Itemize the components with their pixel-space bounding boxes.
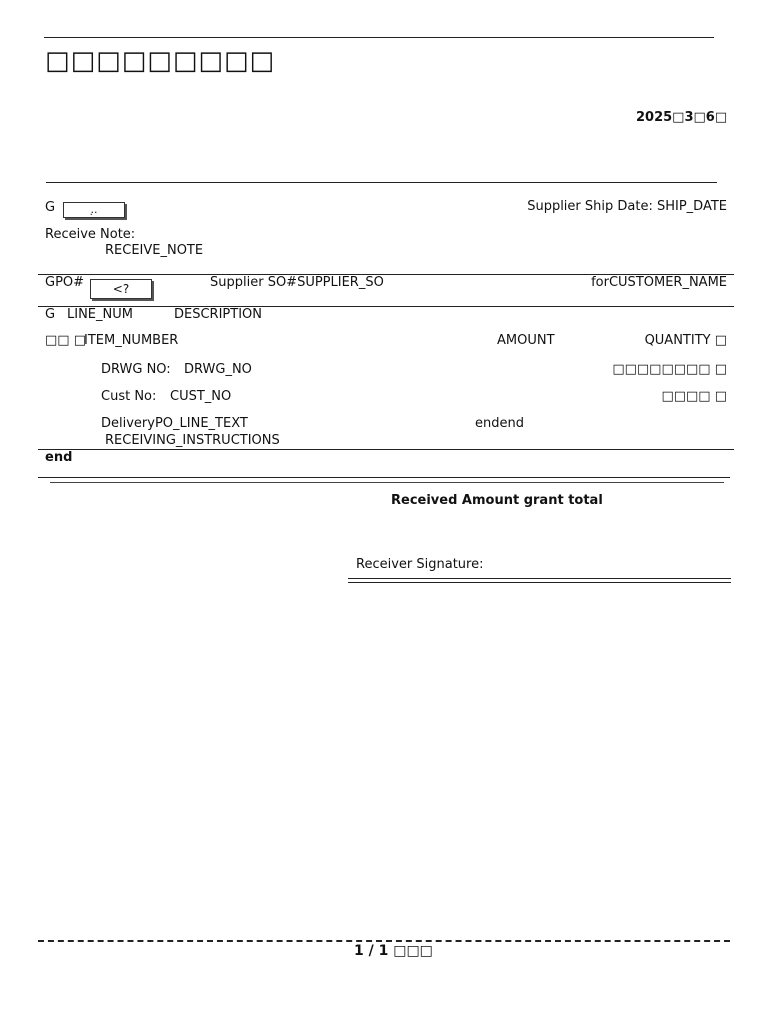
- gpo-label: GPO#: [45, 275, 85, 290]
- receive-note-label: Receive Note:: [45, 227, 136, 242]
- header-rule: [46, 182, 717, 183]
- page-title: □□□□□□□□□: [45, 46, 276, 76]
- page-number: 1 / 1 □□□: [354, 943, 433, 959]
- totals-rule-2: [50, 482, 724, 483]
- report-date: 2025□3□6□: [636, 110, 728, 125]
- g-label: G: [45, 200, 56, 215]
- column-g: G: [45, 307, 56, 322]
- drwg-value: DRWG_NO: [184, 362, 252, 377]
- customer-name: forCUSTOMER_NAME: [591, 275, 727, 290]
- receiving-instructions: RECEIVING_INSTRUCTIONS: [105, 433, 280, 448]
- footer-rule: [38, 940, 730, 942]
- column-description: DESCRIPTION: [174, 307, 262, 322]
- column-line-num: LINE_NUM: [67, 307, 133, 322]
- gpo-field-box: <?: [90, 279, 152, 299]
- cust-right-text: □□□□ □: [661, 389, 727, 404]
- received-amount: Received Amount grant total: [391, 493, 603, 508]
- quantity-label: QUANTITY □: [644, 333, 727, 348]
- supplier-so: Supplier SO#SUPPLIER_SO: [210, 275, 384, 290]
- delivery-text: DeliveryPO_LINE_TEXT: [101, 416, 248, 431]
- signature-rule-2: [348, 582, 731, 583]
- end-label: end: [45, 450, 73, 465]
- g-field-box: .̣.: [63, 202, 125, 218]
- drwg-right-text: □□□□□□□□ □: [612, 362, 727, 377]
- signature-rule-1: [348, 578, 731, 579]
- supplier-ship-date: Supplier Ship Date: SHIP_DATE: [527, 199, 727, 214]
- drwg-label: DRWG NO:: [101, 362, 171, 377]
- top-rule: [44, 37, 714, 38]
- amount-label: AMOUNT: [497, 333, 555, 348]
- item-number: ITEM_NUMBER: [84, 333, 179, 348]
- receiver-signature-label: Receiver Signature:: [356, 557, 484, 572]
- endend-text: endend: [475, 416, 524, 431]
- totals-rule-1: [38, 477, 730, 478]
- lines-end-rule: [38, 449, 734, 450]
- po-bottom-rule: [38, 306, 734, 307]
- cust-value: CUST_NO: [170, 389, 232, 404]
- receive-note-value: RECEIVE_NOTE: [105, 243, 204, 258]
- cust-label: Cust No:: [101, 389, 157, 404]
- line-prefix: □□ □: [45, 333, 86, 348]
